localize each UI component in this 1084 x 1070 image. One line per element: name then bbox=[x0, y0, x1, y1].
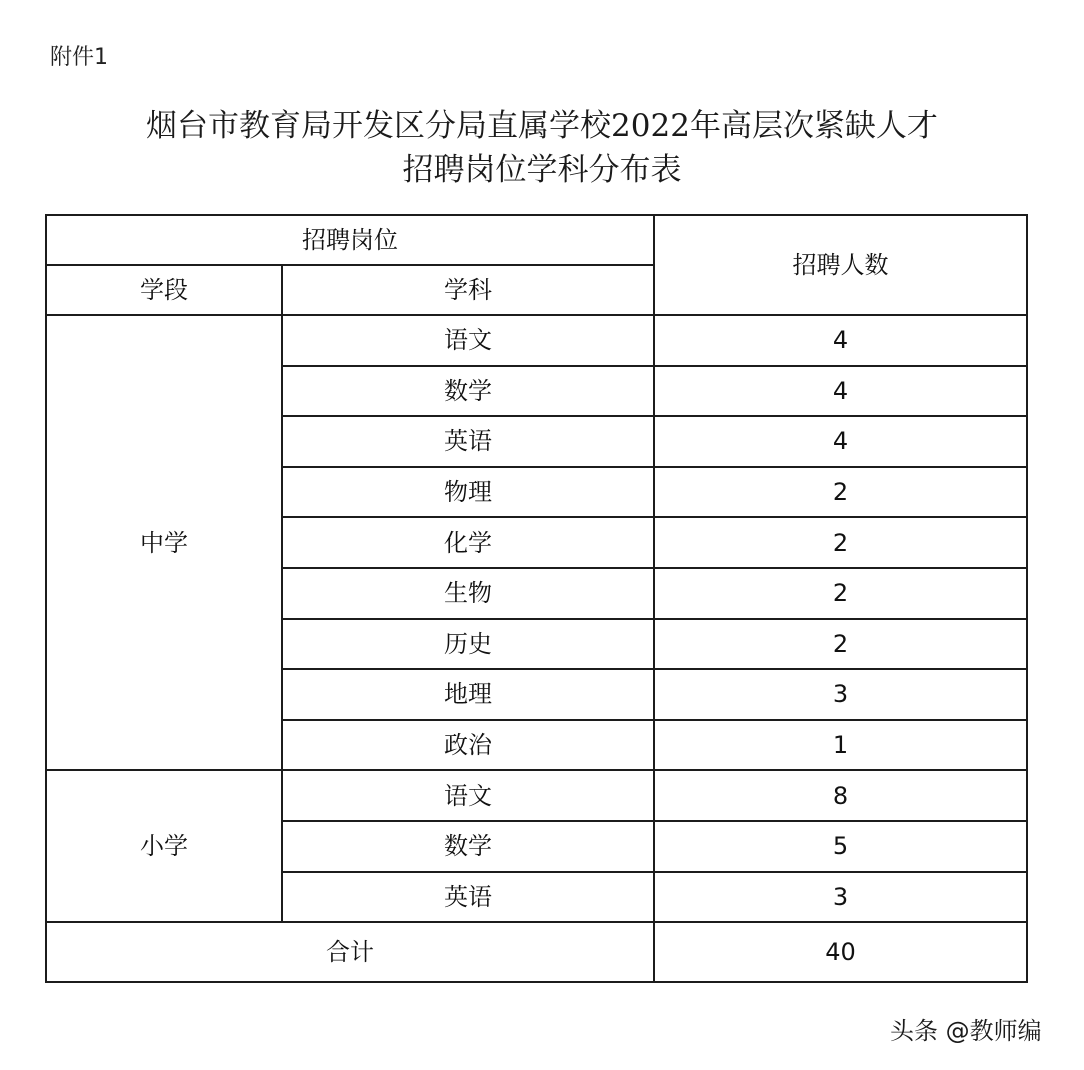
count-cell: 2 bbox=[654, 517, 1027, 568]
attachment-label: 附件1 bbox=[50, 45, 108, 70]
subject-cell: 语文 bbox=[282, 770, 654, 821]
total-label: 合计 bbox=[46, 922, 654, 982]
subject-cell: 语文 bbox=[282, 315, 654, 366]
header-count: 招聘人数 bbox=[654, 215, 1027, 315]
count-cell: 4 bbox=[654, 416, 1027, 467]
table-row bbox=[46, 315, 1027, 366]
stage-cell-primary-school: 小学 bbox=[46, 770, 282, 922]
count-cell: 3 bbox=[654, 669, 1027, 720]
subject-cell: 生物 bbox=[282, 568, 654, 619]
count-cell: 5 bbox=[654, 821, 1027, 872]
header-row-1 bbox=[46, 215, 1027, 265]
recruitment-distribution-table bbox=[45, 214, 1028, 983]
header-stage: 学段 bbox=[46, 265, 282, 315]
subject-cell: 地理 bbox=[282, 669, 654, 720]
subject-cell: 物理 bbox=[282, 467, 654, 518]
count-cell: 4 bbox=[654, 315, 1027, 366]
stage-cell-middle-school: 中学 bbox=[46, 315, 282, 770]
title-line-1: 烟台市教育局开发区分局直属学校2022年高层次紧缺人才 bbox=[146, 108, 938, 144]
count-cell: 4 bbox=[654, 366, 1027, 417]
document-title bbox=[0, 104, 1084, 192]
subject-cell: 英语 bbox=[282, 872, 654, 923]
header-subject: 学科 bbox=[282, 265, 654, 315]
subject-cell: 英语 bbox=[282, 416, 654, 467]
subject-cell: 数学 bbox=[282, 366, 654, 417]
header-position: 招聘岗位 bbox=[46, 215, 654, 265]
count-cell: 3 bbox=[654, 872, 1027, 923]
subject-cell: 数学 bbox=[282, 821, 654, 872]
total-row bbox=[46, 922, 1027, 982]
table-row bbox=[46, 770, 1027, 821]
title-line-2: 招聘岗位学科分布表 bbox=[402, 152, 682, 188]
subject-cell: 化学 bbox=[282, 517, 654, 568]
count-cell: 2 bbox=[654, 467, 1027, 518]
watermark: 头条 @教师编 bbox=[890, 1017, 1042, 1045]
count-cell: 2 bbox=[654, 619, 1027, 670]
subject-cell: 历史 bbox=[282, 619, 654, 670]
count-cell: 1 bbox=[654, 720, 1027, 771]
subject-cell: 政治 bbox=[282, 720, 654, 771]
count-cell: 2 bbox=[654, 568, 1027, 619]
total-count: 40 bbox=[654, 922, 1027, 982]
count-cell: 8 bbox=[654, 770, 1027, 821]
